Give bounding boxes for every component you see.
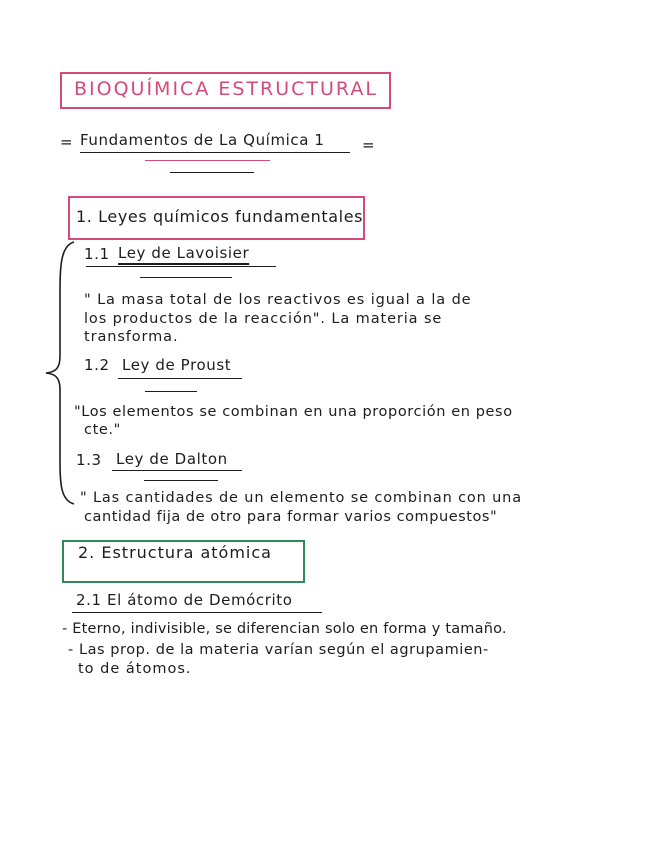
law-2-quote-line-2: cte."	[84, 422, 121, 438]
subtitle: Fundamentos de La Química 1	[80, 131, 325, 149]
law-2-number: 1.2	[84, 356, 110, 374]
law-2-name: Ley de Proust	[122, 356, 232, 374]
law-1-quote-line-3: transforma.	[84, 329, 179, 345]
law-2-underline	[118, 378, 242, 379]
subtitle-suffix: =	[362, 136, 376, 154]
law-1-underline	[86, 266, 276, 267]
section1-heading: 1. Leyes químicos fundamentales	[76, 207, 364, 226]
brace-icon	[42, 238, 78, 508]
law-1-name: Ley de Lavoisier	[118, 244, 250, 262]
section2-heading: 2. Estructura atómica	[78, 543, 272, 562]
law-3-quote-line-1: " Las cantidades de un elemento se combinan con una	[80, 490, 522, 506]
law-3-short-underline	[144, 480, 218, 481]
law-1-quote-line-2: los productos de la reacción". La materia se	[84, 311, 443, 327]
law-1-quote-line-1: " La masa total de los reactivos es igual a la de	[84, 292, 472, 308]
subtitle-short-underline	[170, 172, 254, 173]
law-3-quote-line-2: cantidad fija de otro para formar varios compuestos"	[84, 509, 498, 525]
subsection-2-1-underline	[72, 612, 322, 613]
page-title: BIOQUÍMICA ESTRUCTURAL	[74, 78, 378, 100]
law-1-number: 1.1	[84, 245, 110, 263]
subsection-2-1-heading: 2.1 El átomo de Demócrito	[76, 591, 293, 609]
subtitle-prefix: =	[60, 133, 74, 151]
subtitle-pink-underline	[145, 160, 270, 161]
law-2-quote-line-1: "Los elementos se combinan en una proporción en peso	[74, 404, 513, 420]
law-3-name: Ley de Dalton	[116, 450, 228, 468]
law-2-short-underline	[145, 391, 197, 392]
law-3-number: 1.3	[76, 451, 102, 469]
law-3-underline	[112, 470, 242, 471]
bullet-2: - Las prop. de la materia varían según el agrupamien-	[68, 642, 489, 658]
law-1-short-underline	[140, 277, 232, 278]
bullet-1: - Eterno, indivisible, se diferencian solo en forma y tamaño.	[62, 621, 507, 637]
bullet-2-continuation: to de átomos.	[78, 661, 192, 677]
subtitle-underline	[80, 152, 350, 153]
